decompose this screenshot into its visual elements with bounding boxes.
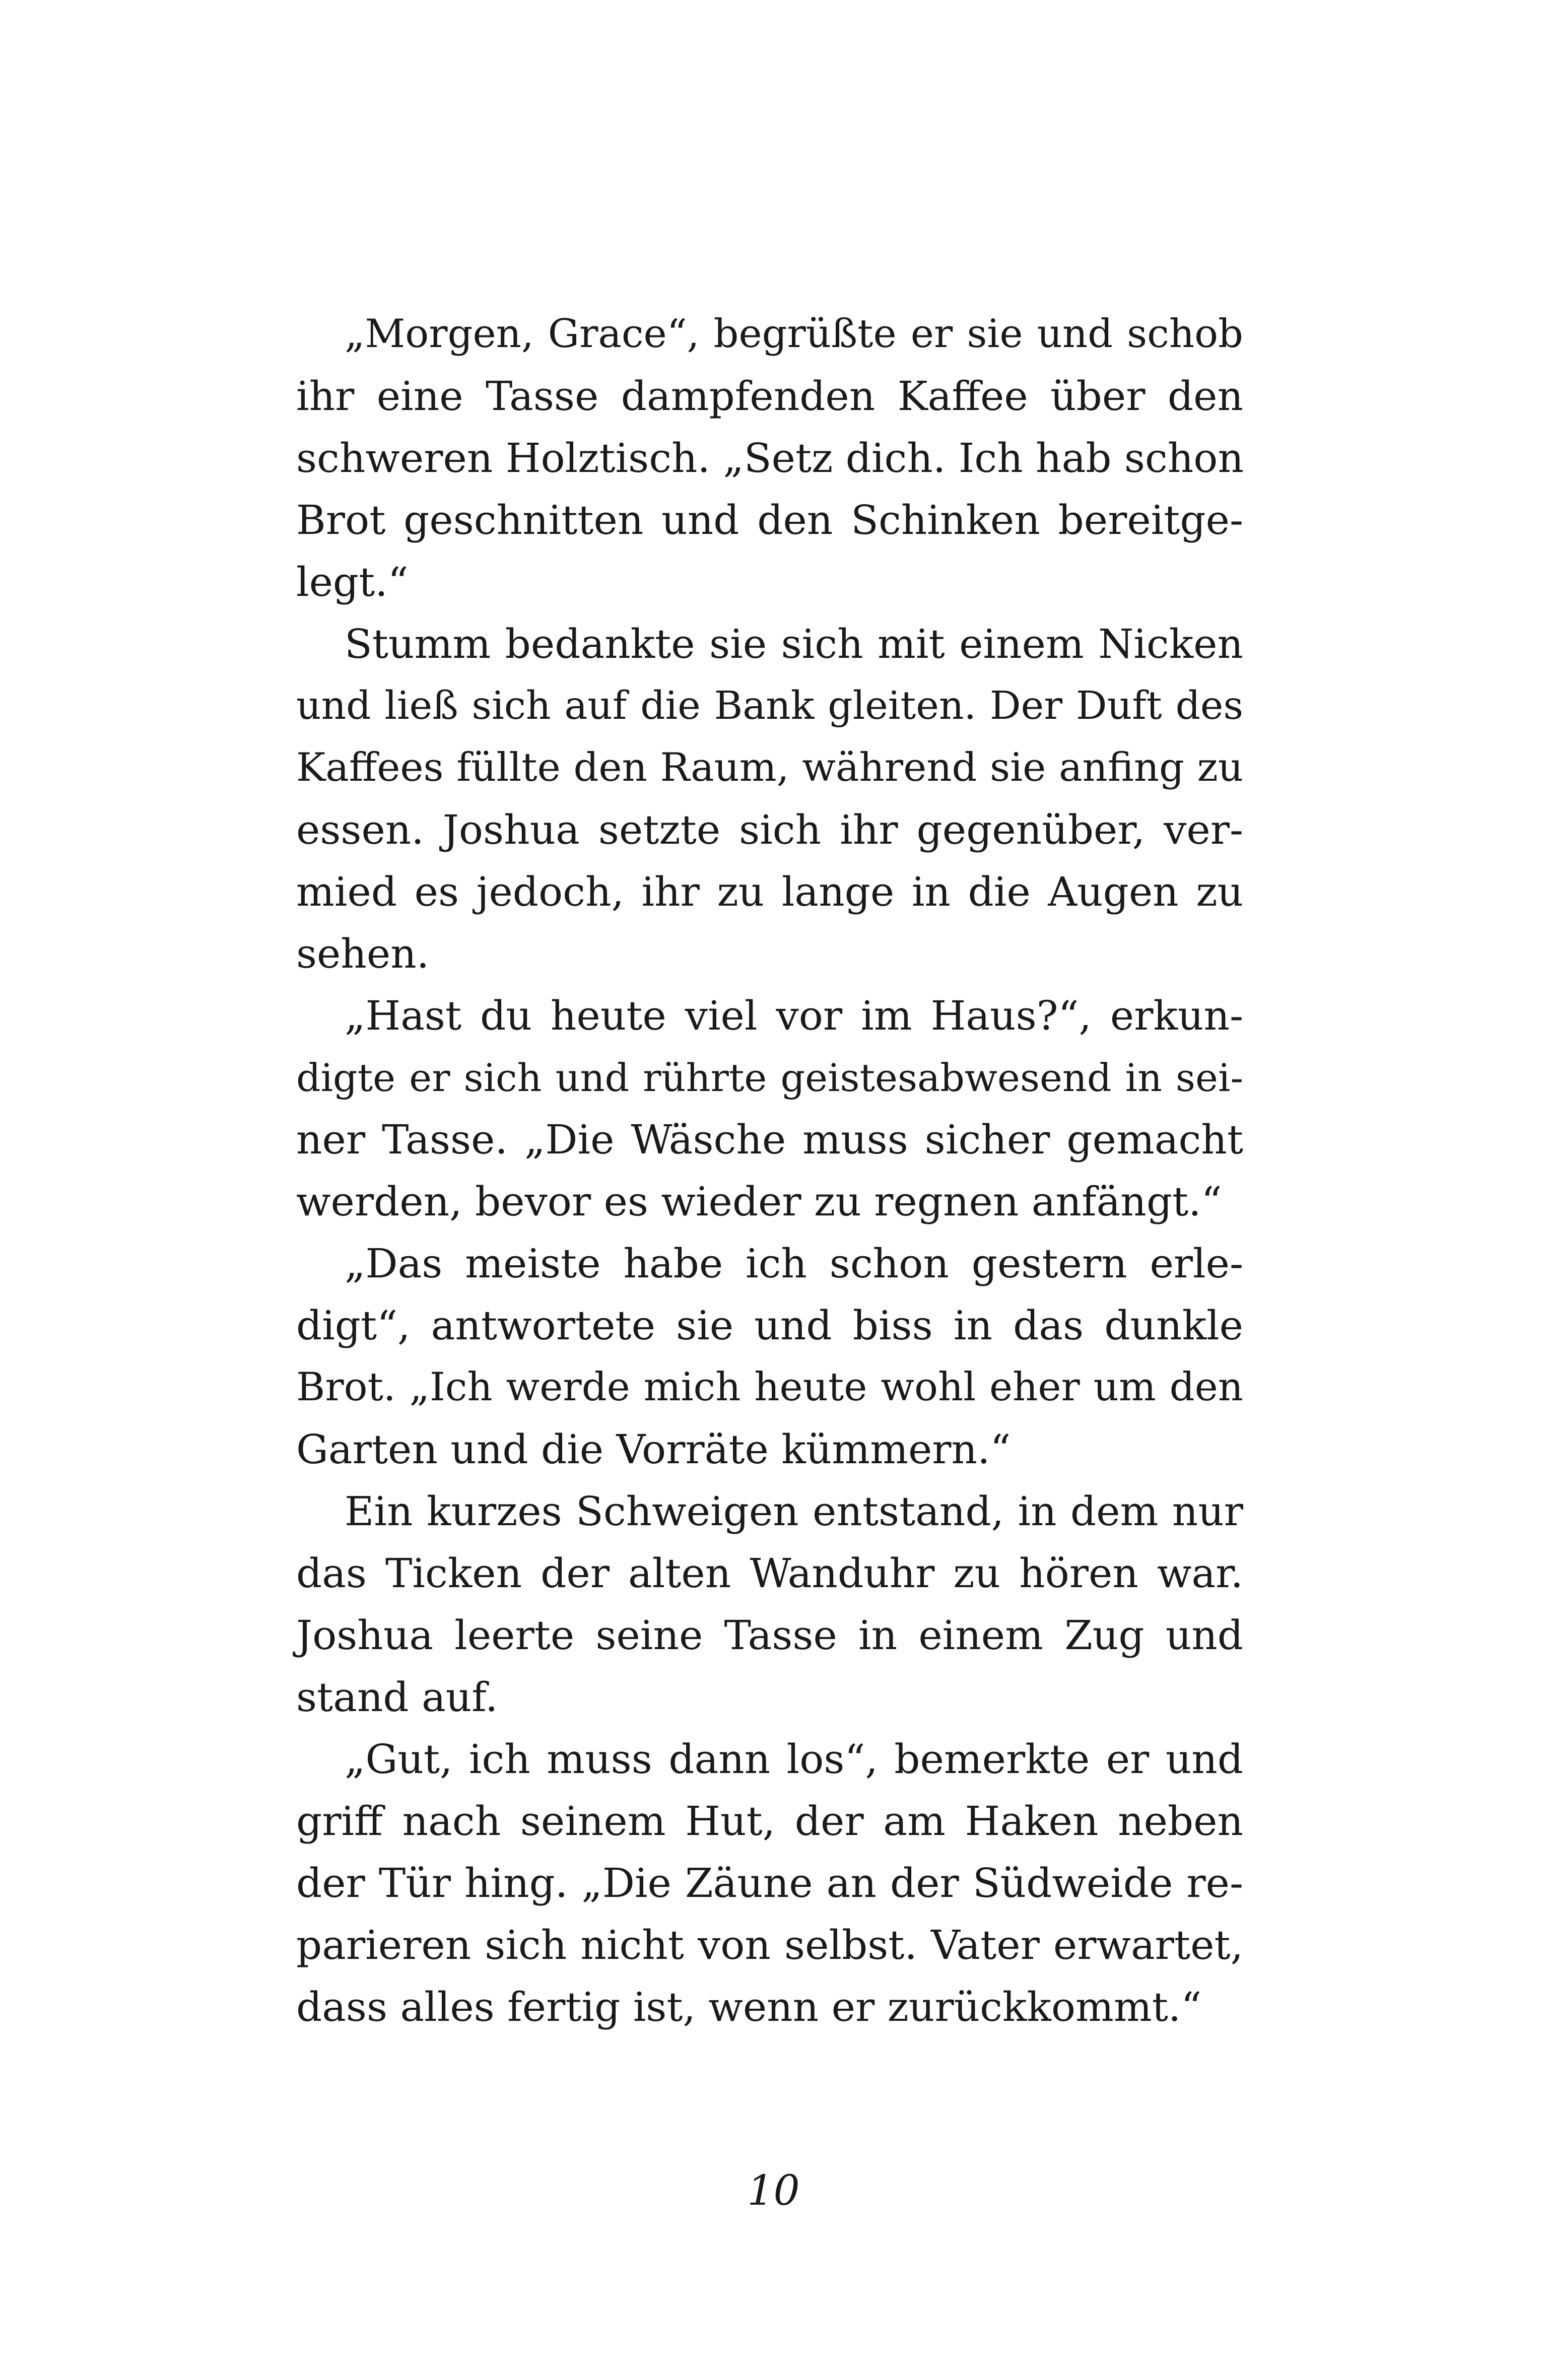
body-text [296,303,1243,2038]
text-line: werden, bevor es wieder zu regnen anfängt.“ [296,1178,1222,1225]
text-line: und ließ sich auf die Bank gleiten. Der Duft des [296,684,1243,728]
text-line: Brot. „Ich werde mich heute wohl eher um den [296,1365,1243,1410]
text-line: Kaffees füllte den Raum, während sie anfing zu [296,745,1243,790]
text-line: der Tür hing. „Die Zäune an der Südweide re- [296,1860,1243,1907]
text-line: Joshua leerte seine Tasse in einem Zug und [296,1612,1243,1659]
text-line: „Gut, ich muss dann los“, bemerkte er und [345,1736,1243,1783]
text-line: Ein kurzes Schweigen entstand, in dem nur [345,1488,1243,1535]
text-line: schweren Holztisch. „Setz dich. Ich hab schon [296,435,1244,482]
text-line: ner Tasse. „Die Wäsche muss sicher gemacht [296,1116,1243,1163]
text-line: stand auf. [296,1674,498,1721]
text-line: griff nach seinem Hut, der am Haken neben [296,1798,1243,1845]
text-line: digt“, antwortete sie und biss in das dunkle [296,1302,1243,1349]
text-line: „Hast du heute viel vor im Haus?“, erkun- [345,992,1243,1039]
text-line: Garten und die Vorräte kümmern.“ [296,1426,1011,1473]
text-line: parieren sich nicht von selbst. Vater erwartet, [296,1922,1243,1968]
page-number: 10 [747,2167,800,2215]
text-line: „Morgen, Grace“, begrüßte er sie und schob [345,311,1243,357]
text-line: essen. Joshua setzte sich ihr gegenüber, ver- [296,806,1243,853]
text-line: dass alles fertig ist, wenn er zurückkommt.“ [296,1984,1202,2030]
text-line: Stumm bedankte sie sich mit einem Nicken [345,621,1243,667]
text-line: Brot geschnitten und den Schinken bereitge- [296,497,1243,543]
text-line: mied es jedoch, ihr zu lange in die Augen zu [296,868,1243,915]
text-line: „Das meiste habe ich schon gestern erle- [345,1240,1243,1287]
text-line: sehen. [296,930,430,977]
text-line: ihr eine Tasse dampfenden Kaffee über den [296,373,1243,420]
text-line: digte er sich und rührte geistesabwesend in sei- [296,1055,1243,1100]
text-line: das Ticken der alten Wanduhr zu hören war. [296,1550,1243,1597]
text-line: legt.“ [296,559,409,605]
